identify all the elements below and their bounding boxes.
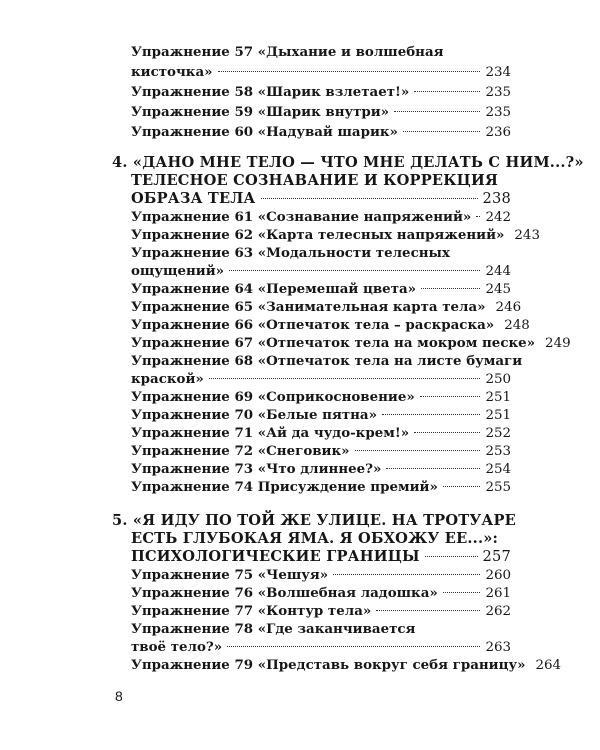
toc-entry-63-line1: Упражнение 63 «Модальности телесных bbox=[131, 245, 450, 261]
toc-page-number: 252 bbox=[485, 426, 511, 441]
section-title: ПСИХОЛОГИЧЕСКИЕ ГРАНИЦЫ bbox=[131, 548, 420, 565]
toc-entry-60 bbox=[131, 122, 511, 143]
section-5-heading-line1: 5. «Я ИДУ ПО ТОЙ ЖЕ УЛИЦЕ. НА ТРОТУАРЕ bbox=[112, 512, 516, 529]
toc-entry-title: Упражнение 73 «Что длиннее?» bbox=[131, 461, 382, 477]
toc-page-number: 242 bbox=[485, 210, 511, 225]
toc-entry-58 bbox=[131, 82, 511, 103]
toc-page-number: 255 bbox=[485, 480, 511, 495]
dot-leader bbox=[443, 592, 481, 593]
dot-leader bbox=[476, 216, 480, 217]
dot-leader bbox=[209, 378, 481, 379]
section-4-heading-line3 bbox=[131, 189, 511, 209]
section-title: ОБРАЗА ТЕЛА bbox=[131, 190, 256, 207]
toc-entry-57-line1: Упражнение 57 «Дыхание и волшебная bbox=[131, 44, 444, 60]
toc-entry-78-line1: Упражнение 78 «Где заканчивается bbox=[131, 621, 416, 637]
toc-page-number: 257 bbox=[482, 548, 511, 565]
dot-leader bbox=[420, 396, 481, 397]
dot-leader bbox=[386, 468, 480, 469]
toc-page-number: 250 bbox=[485, 372, 511, 387]
dot-leader bbox=[414, 91, 480, 92]
toc-entry-title: твоё тело?» bbox=[131, 639, 223, 655]
toc-page-number: 263 bbox=[485, 640, 511, 655]
toc-page-number: 235 bbox=[485, 105, 511, 120]
dot-leader bbox=[376, 610, 480, 611]
toc-page-number: 261 bbox=[485, 586, 511, 601]
toc-entry-title: краской» bbox=[131, 371, 204, 387]
toc-page-number: 254 bbox=[485, 462, 511, 477]
toc-entry-59 bbox=[131, 102, 511, 123]
page-number: 8 bbox=[115, 688, 123, 704]
toc-entry-title: Упражнение 60 «Надувай шарик» bbox=[131, 124, 398, 140]
dot-leader bbox=[227, 646, 480, 647]
toc-entry-title: Упражнение 61 «Сознавание напряжений» bbox=[131, 209, 472, 225]
toc-page-number: 235 bbox=[485, 85, 511, 100]
dot-leader bbox=[425, 556, 478, 557]
toc-entry-title: Упражнение 70 «Белые пятна» bbox=[131, 407, 377, 423]
toc-entry-title: Упражнение 79 «Представь вокруг себя границу» bbox=[131, 657, 526, 673]
toc-entry-title: ощущений» bbox=[131, 263, 225, 279]
toc-entry-68-line1: Упражнение 68 «Отпечаток тела на листе бумаги bbox=[131, 353, 523, 369]
toc-page-number: 253 bbox=[485, 444, 511, 459]
dot-leader bbox=[394, 111, 480, 112]
section-4-heading-line1: 4. «ДАНО МНЕ ТЕЛО — ЧТО МНЕ ДЕЛАТЬ С НИМ...?» bbox=[112, 154, 584, 171]
toc-entry-title: Упражнение 77 «Контур тела» bbox=[131, 603, 372, 619]
toc-entry-title: Упражнение 59 «Шарик внутри» bbox=[131, 104, 390, 120]
dot-leader bbox=[229, 270, 480, 271]
dot-leader bbox=[421, 288, 480, 289]
toc-entry-title: Упражнение 64 «Перемешай цвета» bbox=[131, 281, 417, 297]
toc-entry-title: Упражнение 74 Присуждение премий» bbox=[131, 479, 438, 495]
toc-entry-title: Упражнение 72 «Снеговик» bbox=[131, 443, 350, 459]
toc-entry-title: Упражнение 67 «Отпечаток тела на мокром песке» bbox=[131, 335, 536, 351]
toc-page-number: 262 bbox=[485, 604, 511, 619]
toc-page-number: 248 bbox=[504, 318, 530, 333]
dot-leader bbox=[443, 486, 481, 487]
section-4-heading-line2: ТЕЛЕСНОЕ СОЗНАВАНИЕ И КОРРЕКЦИЯ bbox=[131, 172, 499, 189]
toc-entry-57 bbox=[131, 62, 511, 83]
toc-page-number: 245 bbox=[485, 282, 511, 297]
dot-leader bbox=[261, 198, 478, 199]
toc-entry-74 bbox=[131, 477, 511, 498]
toc-page-number: 249 bbox=[545, 336, 571, 351]
toc-page-number: 246 bbox=[495, 300, 522, 315]
dot-leader bbox=[355, 450, 481, 451]
dot-leader bbox=[218, 71, 481, 72]
toc-entry-title: Упражнение 75 «Чешуя» bbox=[131, 567, 329, 583]
toc-page-number: 244 bbox=[485, 264, 511, 279]
toc-entry-title: Упражнение 58 «Шарик взлетает!» bbox=[131, 84, 410, 100]
toc-entry-title: Упражнение 62 «Карта телесных напряжений» bbox=[131, 227, 505, 243]
dot-leader bbox=[403, 131, 481, 132]
toc-page-number: 264 bbox=[535, 658, 562, 673]
dot-leader bbox=[333, 574, 480, 575]
toc-entry-title: Упражнение 69 «Соприкосновение» bbox=[131, 389, 415, 405]
toc-entry-79 bbox=[131, 655, 562, 676]
toc-entry-title: Упражнение 66 «Отпечаток тела – раскраска» bbox=[131, 317, 495, 333]
section-5-heading-line2: ЕСТЬ ГЛУБОКАЯ ЯМА. Я ОБХОЖУ ЕЕ...»: bbox=[131, 530, 499, 547]
dot-leader bbox=[382, 414, 480, 415]
toc-page-number: 260 bbox=[485, 568, 511, 583]
toc-page-number: 251 bbox=[485, 390, 511, 405]
toc-page-number: 243 bbox=[514, 228, 540, 243]
toc-entry-title: Упражнение 71 «Ай да чудо-крем!» bbox=[131, 425, 410, 441]
toc-page-number: 234 bbox=[485, 65, 511, 80]
toc-page-number: 238 bbox=[482, 190, 511, 207]
section-5-heading-line3 bbox=[131, 547, 511, 567]
dot-leader bbox=[414, 432, 480, 433]
toc-page-number: 251 bbox=[485, 408, 511, 423]
toc-page-number: 236 bbox=[485, 125, 511, 140]
toc-entry-title: Упражнение 76 «Волшебная ладошка» bbox=[131, 585, 438, 601]
toc-entry-57-line2: кисточка» bbox=[131, 64, 213, 80]
toc-entry-title: Упражнение 65 «Занимательная карта тела» bbox=[131, 299, 486, 315]
